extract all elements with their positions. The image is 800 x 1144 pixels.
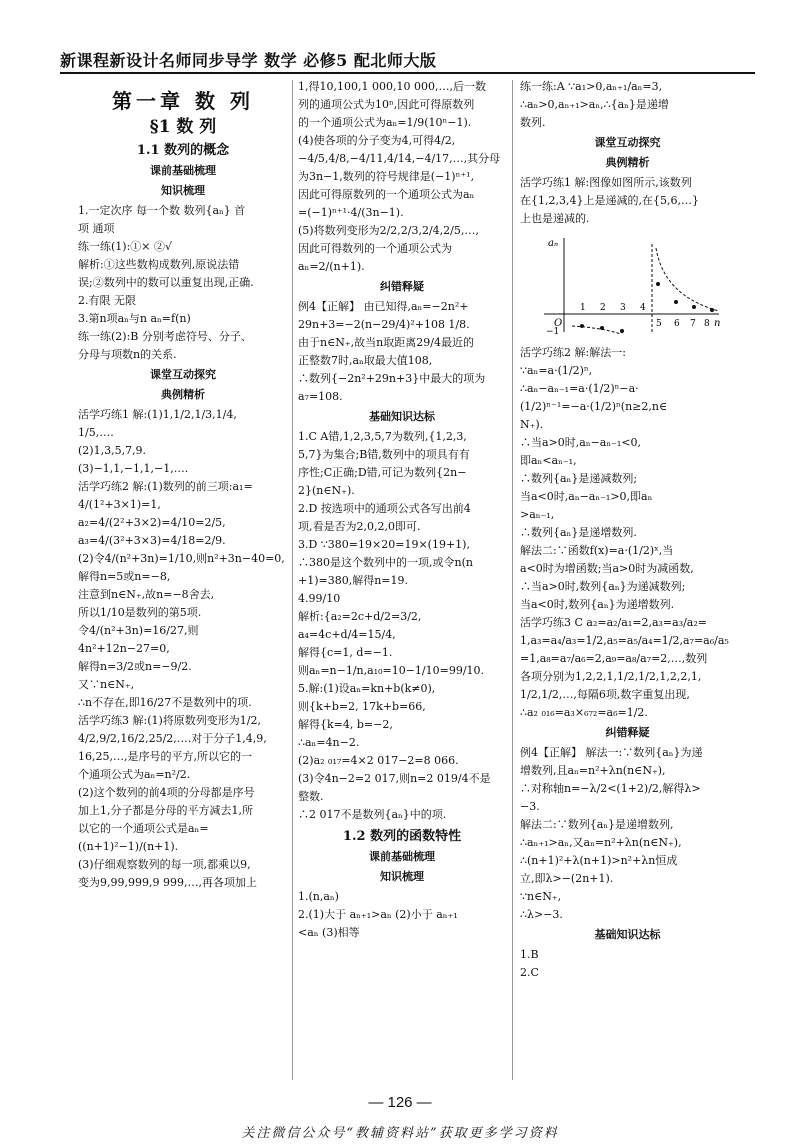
text-line: 为3n−1,数列的符号规律是(−1)ⁿ⁺¹,: [298, 170, 475, 183]
subsection-title: 1.1 数列的概念: [136, 143, 230, 158]
section-title: §1 数 列: [149, 117, 217, 137]
text-line: a₃=4/(3²+3×3)=4/18=2/9.: [78, 534, 226, 547]
text-line: 活学巧练2 解:解法一:: [520, 346, 626, 359]
text-line: 5,7}为集合;B错,数列中的项具有有: [298, 448, 470, 461]
text-line: 整数.: [298, 790, 324, 803]
text-line: (2)令4/(n²+3n)=1/10,则n²+3n−40=0,: [78, 552, 285, 565]
text-line: 各项分别为1,2,2,1,1/2,1/2,1,2,2,1,: [520, 670, 702, 683]
text-line: 1/5,….: [78, 426, 114, 439]
text-line: >aₙ₋₁,: [520, 508, 555, 521]
text-line: 解法二:∵函数f(x)=a·(1/2)ˣ,当: [520, 544, 674, 557]
text-line: 活学巧练2 解:(1)数列的前三项:a₁=: [78, 480, 253, 493]
x-tick-label: 2: [600, 303, 606, 313]
text-line: ∴aₙ−aₙ₋₁=a·(1/2)ⁿ−a·: [520, 382, 639, 395]
x-tick-label: 8: [704, 319, 710, 329]
text-line: 活学巧练3 解:(1)将原数列变形为1/2,: [78, 714, 261, 727]
text-line: ∴aₙ₊₁>aₙ,又aₙ=n²+λn(n∈N₊),: [520, 836, 682, 849]
text-line: 1,得10,100,1 000,10 000,…,后一数: [298, 80, 486, 93]
point: [620, 329, 624, 333]
text-line: 令4/(n²+3n)=16/27,则4n²+12n−27=0,: [78, 624, 199, 655]
heading: 纠错释疑: [605, 726, 650, 739]
curve-right: [656, 248, 719, 311]
point: [674, 300, 678, 304]
text-line: ∴(n+1)²+λ(n+1)>n²+λn恒成: [520, 854, 678, 867]
x-tick-label: 6: [674, 319, 680, 329]
text-line: ∴数列{aₙ}是递减数列;: [520, 472, 638, 485]
heading: 典例精析: [161, 388, 205, 401]
heading: 典例精析: [605, 156, 650, 169]
text-line: 2.C: [520, 966, 539, 979]
text-line: 活学巧练3 C a₂=a₂/a₁=2,a₃=a₃/a₂=: [520, 616, 707, 629]
heading: 知识梳理: [380, 870, 424, 883]
text-line: 正整数7时,aₙ取最大值108,: [298, 354, 433, 367]
heading: 课前基础梳理: [369, 850, 435, 863]
page-number: — 126 —: [368, 1094, 432, 1111]
point: [692, 305, 696, 309]
column-divider: [292, 80, 293, 1080]
text-line: 当a<0时,数列{aₙ}为递增数列.: [520, 598, 675, 611]
text-line: 即aₙ<aₙ₋₁,: [520, 454, 577, 467]
text-line: ∴aₙ=4n−2.: [298, 736, 360, 749]
text-line: ∴2 017不是数列{aₙ}中的项.: [298, 808, 447, 821]
text-line: 2}(n∈N₊).: [298, 484, 355, 497]
text-line: 3.D ∵380=19×20=19×(19+1),: [298, 538, 470, 551]
heading: 知识梳理: [161, 184, 205, 197]
text-line: (3)令4n−2=2 017,则n=2 019/4不是: [298, 772, 491, 785]
text-line: aₙ=2/(n+1).: [298, 260, 365, 273]
text-line: ∴380是这个数列中的一项,或令n(n: [298, 556, 473, 569]
text-line: +1)=380,解得n=19.: [298, 574, 409, 587]
text-line: 个通项公式为aₙ=n²/2.: [78, 768, 191, 781]
text-line: ∴aₙ>0,aₙ₊₁>aₙ,∴{aₙ}是递增: [520, 98, 669, 111]
text-line: 则aₙ=n−1/n,a₁₀=10−1/10=99/10.: [298, 664, 485, 677]
point: [710, 308, 714, 312]
text-line: 增数列,且aₙ=n²+λn(n∈N₊),: [520, 764, 666, 777]
text-line: 分母与项数n的关系.: [78, 348, 177, 361]
column-2: [298, 78, 506, 942]
text-line: 活学巧练1 解:图像如图所示,该数列: [520, 176, 692, 189]
text-line: 以它的一个通项公式是aₙ=: [78, 822, 209, 835]
text-line: 1,a₃=a₄/a₃=1/2,a₅=a₅/a₄=1/2,a₇=a₆/a₅: [520, 634, 729, 647]
text-line: −3.: [520, 800, 540, 813]
x-tick-label: 4: [640, 303, 646, 313]
text-line: ∴当a>0时,aₙ−aₙ₋₁<0,: [520, 436, 642, 449]
text-line: ∴数列{−2n²+29n+3}中最大的项为: [298, 372, 486, 385]
text-line: N₊).: [520, 418, 544, 431]
footer-note: 关注微信公众号“教辅资料站”获取更多学习资料: [241, 1126, 559, 1141]
heading: 基础知识达标: [369, 410, 435, 423]
chapter-title: 第一章 数 列: [112, 89, 254, 113]
x-tick-label: 1: [580, 303, 586, 313]
origin-label: O: [554, 318, 563, 329]
point: [656, 282, 660, 286]
page-header: 新课程新设计名师同步导学 数学 必修5 配北师大版: [60, 51, 437, 70]
text-line: ∵aₙ=a·(1/2)ⁿ,: [520, 364, 593, 377]
text-line: 所以1/10是数列的第5项.: [78, 606, 202, 619]
text-line: 的一个通项公式为aₙ=1/9(10ⁿ−1).: [298, 116, 472, 129]
text-line: 4/(1²+3×1)=1,: [78, 498, 161, 511]
text-line: ∴当a>0时,数列{aₙ}为递减数列;: [520, 580, 686, 593]
heading: 课堂互动探究: [150, 368, 216, 381]
text-line: a₂=4/(2²+3×2)=4/10=2/5,: [78, 516, 226, 529]
text-line: 1.(n,aₙ): [298, 890, 339, 903]
text-line: =(−1)ⁿ⁺¹·4/(3n−1).: [298, 206, 404, 219]
text-line: 解得{c=1, d=−1.: [298, 646, 393, 659]
text-line: 3.第n项aₙ与n aₙ=f(n): [78, 312, 191, 325]
text-line: 例4【正解】 解法一:∵数列{aₙ}为递: [520, 746, 703, 759]
text-line: 因此可得原数列的一个通项公式为aₙ: [298, 188, 475, 201]
text-line: 1.C A错,1,2,3,5,7为数列,{1,2,3,: [298, 430, 467, 443]
text-line: ∴对称轴n=−λ/2<(1+2)/2,解得λ>: [520, 782, 701, 795]
heading: 课堂互动探究: [594, 136, 661, 149]
text-line: 29n+3=−2(n−29/4)²+108 1/8.: [298, 318, 470, 331]
text-line: 例4【正解】 由已知得,aₙ=−2n²+: [298, 300, 469, 313]
text-line: ∴λ>−3.: [520, 908, 563, 921]
subsection-title: 1.2 数列的函数特性: [342, 829, 462, 844]
text-line: 上也是递减的.: [520, 212, 590, 225]
text-line: 解析:{a₂=2c+d/2=3/2, a₄=4c+d/4=15/4,: [298, 610, 422, 641]
text-line: 则{k+b=2, 17k+b=66,: [298, 700, 426, 713]
text-line: =1,a₈=a₇/a₆=2,a₉=a₈/a₇=2,…,数列: [520, 652, 708, 665]
text-line: 2.(1)大于 aₙ₊₁>aₙ (2)小于 aₙ₊₁: [298, 908, 458, 921]
text-line: ((n+1)²−1)/(n+1).: [78, 840, 179, 853]
text-line: 项,看是否为2,0,2,0即可.: [298, 520, 421, 533]
text-line: 5.解:(1)设aₙ=kn+b(k≠0),: [298, 682, 436, 695]
text-line: (3)仔细观察数列的每一项,都乘以9,: [78, 858, 251, 871]
column-3: [520, 78, 735, 982]
header-rule: [60, 72, 755, 74]
text-line: 1/2,1/2,…,每隔6项,数字重复出现,: [520, 688, 690, 701]
text-line: 4.99/10: [298, 592, 341, 605]
text-line: 练一练(1):①× ②√: [78, 240, 173, 253]
y-axis-label: aₙ: [548, 238, 559, 249]
text-line: a<0时为增函数;当a>0时为减函数,: [520, 562, 694, 575]
text-line: ∴数列{aₙ}是递增数列.: [520, 526, 637, 539]
text-line: ∴n不存在,即16/27不是数列中的项.: [78, 696, 252, 709]
x-axis-label: n: [714, 318, 721, 329]
text-line: 练一练(2):B 分别考虑符号、分子、: [78, 330, 252, 343]
text-line: (4)使各项的分子变为4,可得4/2,: [298, 134, 456, 147]
text-line: 4/2,9/2,16/2,25/2,….对于分子1,4,9,: [78, 732, 267, 745]
text-line: −4/5,4/8,−4/11,4/14,−4/17,…,其分母: [298, 152, 501, 165]
y-tick-label: −1: [546, 327, 560, 334]
text-line: 解法二:∵数列{aₙ}是递增数列,: [520, 818, 674, 831]
sequence-graph: [524, 234, 724, 334]
x-tick-label: 5: [656, 319, 662, 329]
text-line: ∴a₂ ₀₁₆=a₃×₆₇₂=a₆=1/2.: [520, 706, 648, 719]
text-line: 误;②数列中的数可以重复出现,正确.: [78, 276, 254, 289]
text-line: 2.D 按选项中的通项公式各写出前4: [298, 502, 471, 515]
text-line: 注意到n∈N₊,故n=−8舍去,: [78, 588, 215, 601]
text-line: 2.有限 无限: [78, 294, 136, 307]
text-line: 练一练:A ∵a₁>0,aₙ₊₁/aₙ=3,: [520, 80, 663, 93]
text-line: (2)1,3,5,7,9.: [78, 444, 147, 457]
heading: 纠错释疑: [380, 280, 424, 293]
text-line: 因此可得数列的一个通项公式为: [298, 242, 452, 255]
text-line: (2)a₂ ₀₁₇=4×2 017−2=8 066.: [298, 754, 459, 767]
text-line: (3)−1,1,−1,1,−1,….: [78, 462, 189, 475]
text-line: a₇=108.: [298, 390, 343, 403]
column-divider: [512, 80, 513, 1080]
text-line: 解得n=5或n=−8,: [78, 570, 171, 583]
text-line: 列的通项公式为10ⁿ,因此可得原数列: [298, 98, 475, 111]
text-line: 解得n=3/2或n=−9/2.: [78, 660, 192, 673]
x-tick-label: 3: [620, 303, 626, 313]
text-line: 当a<0时,aₙ−aₙ₋₁>0,即aₙ: [520, 490, 653, 503]
text-line: (5)将数列变形为2/2,2/3,2/4,2/5,…,: [298, 224, 479, 237]
text-line: <aₙ (3)相等: [298, 926, 360, 939]
text-line: 在{1,2,3,4}上是递减的,在{5,6,…}: [520, 194, 699, 207]
heading: 基础知识达标: [594, 928, 661, 941]
text-line: 活学巧练1 解:(1)1,1/2,1/3,1/4,: [78, 408, 237, 421]
text-line: 由于n∈N₊,故当n取距离29/4最近的: [298, 336, 474, 349]
x-tick-label: 7: [690, 319, 696, 329]
point: [580, 324, 584, 328]
text-line: 项 通项: [78, 222, 115, 235]
text-line: 变为9,99,999,9 999,…,再各项加上: [78, 876, 257, 889]
text-line: 1.一定次序 每一个数 数列{aₙ} 首: [78, 204, 246, 217]
point: [600, 326, 604, 330]
column-1: [78, 78, 288, 892]
text-line: 解得{k=4, b=−2,: [298, 718, 393, 731]
text-line: 数列.: [520, 116, 546, 129]
text-line: 立,即λ>−(2n+1).: [520, 872, 614, 885]
text-line: ∵n∈N₊,: [520, 890, 562, 903]
text-line: (2)这个数列的前4项的分母都是序号: [78, 786, 255, 799]
heading: 课前基础梳理: [150, 164, 216, 177]
text-line: 解析:①这些数构成数列,原说法错: [78, 258, 240, 271]
text-line: 16,25,…,是序号的平方,所以它的一: [78, 750, 252, 763]
text-line: 序性;C正确;D错,可记为数列{2n−: [298, 466, 467, 479]
text-line: (1/2)ⁿ⁻¹=−a·(1/2)ⁿ(n≥2,n∈: [520, 400, 668, 413]
text-line: 1.B: [520, 948, 539, 961]
text-line: 加上1,分子都是分母的平方减去1,所: [78, 804, 253, 817]
text-line: 又∵n∈N₊,: [78, 678, 135, 691]
